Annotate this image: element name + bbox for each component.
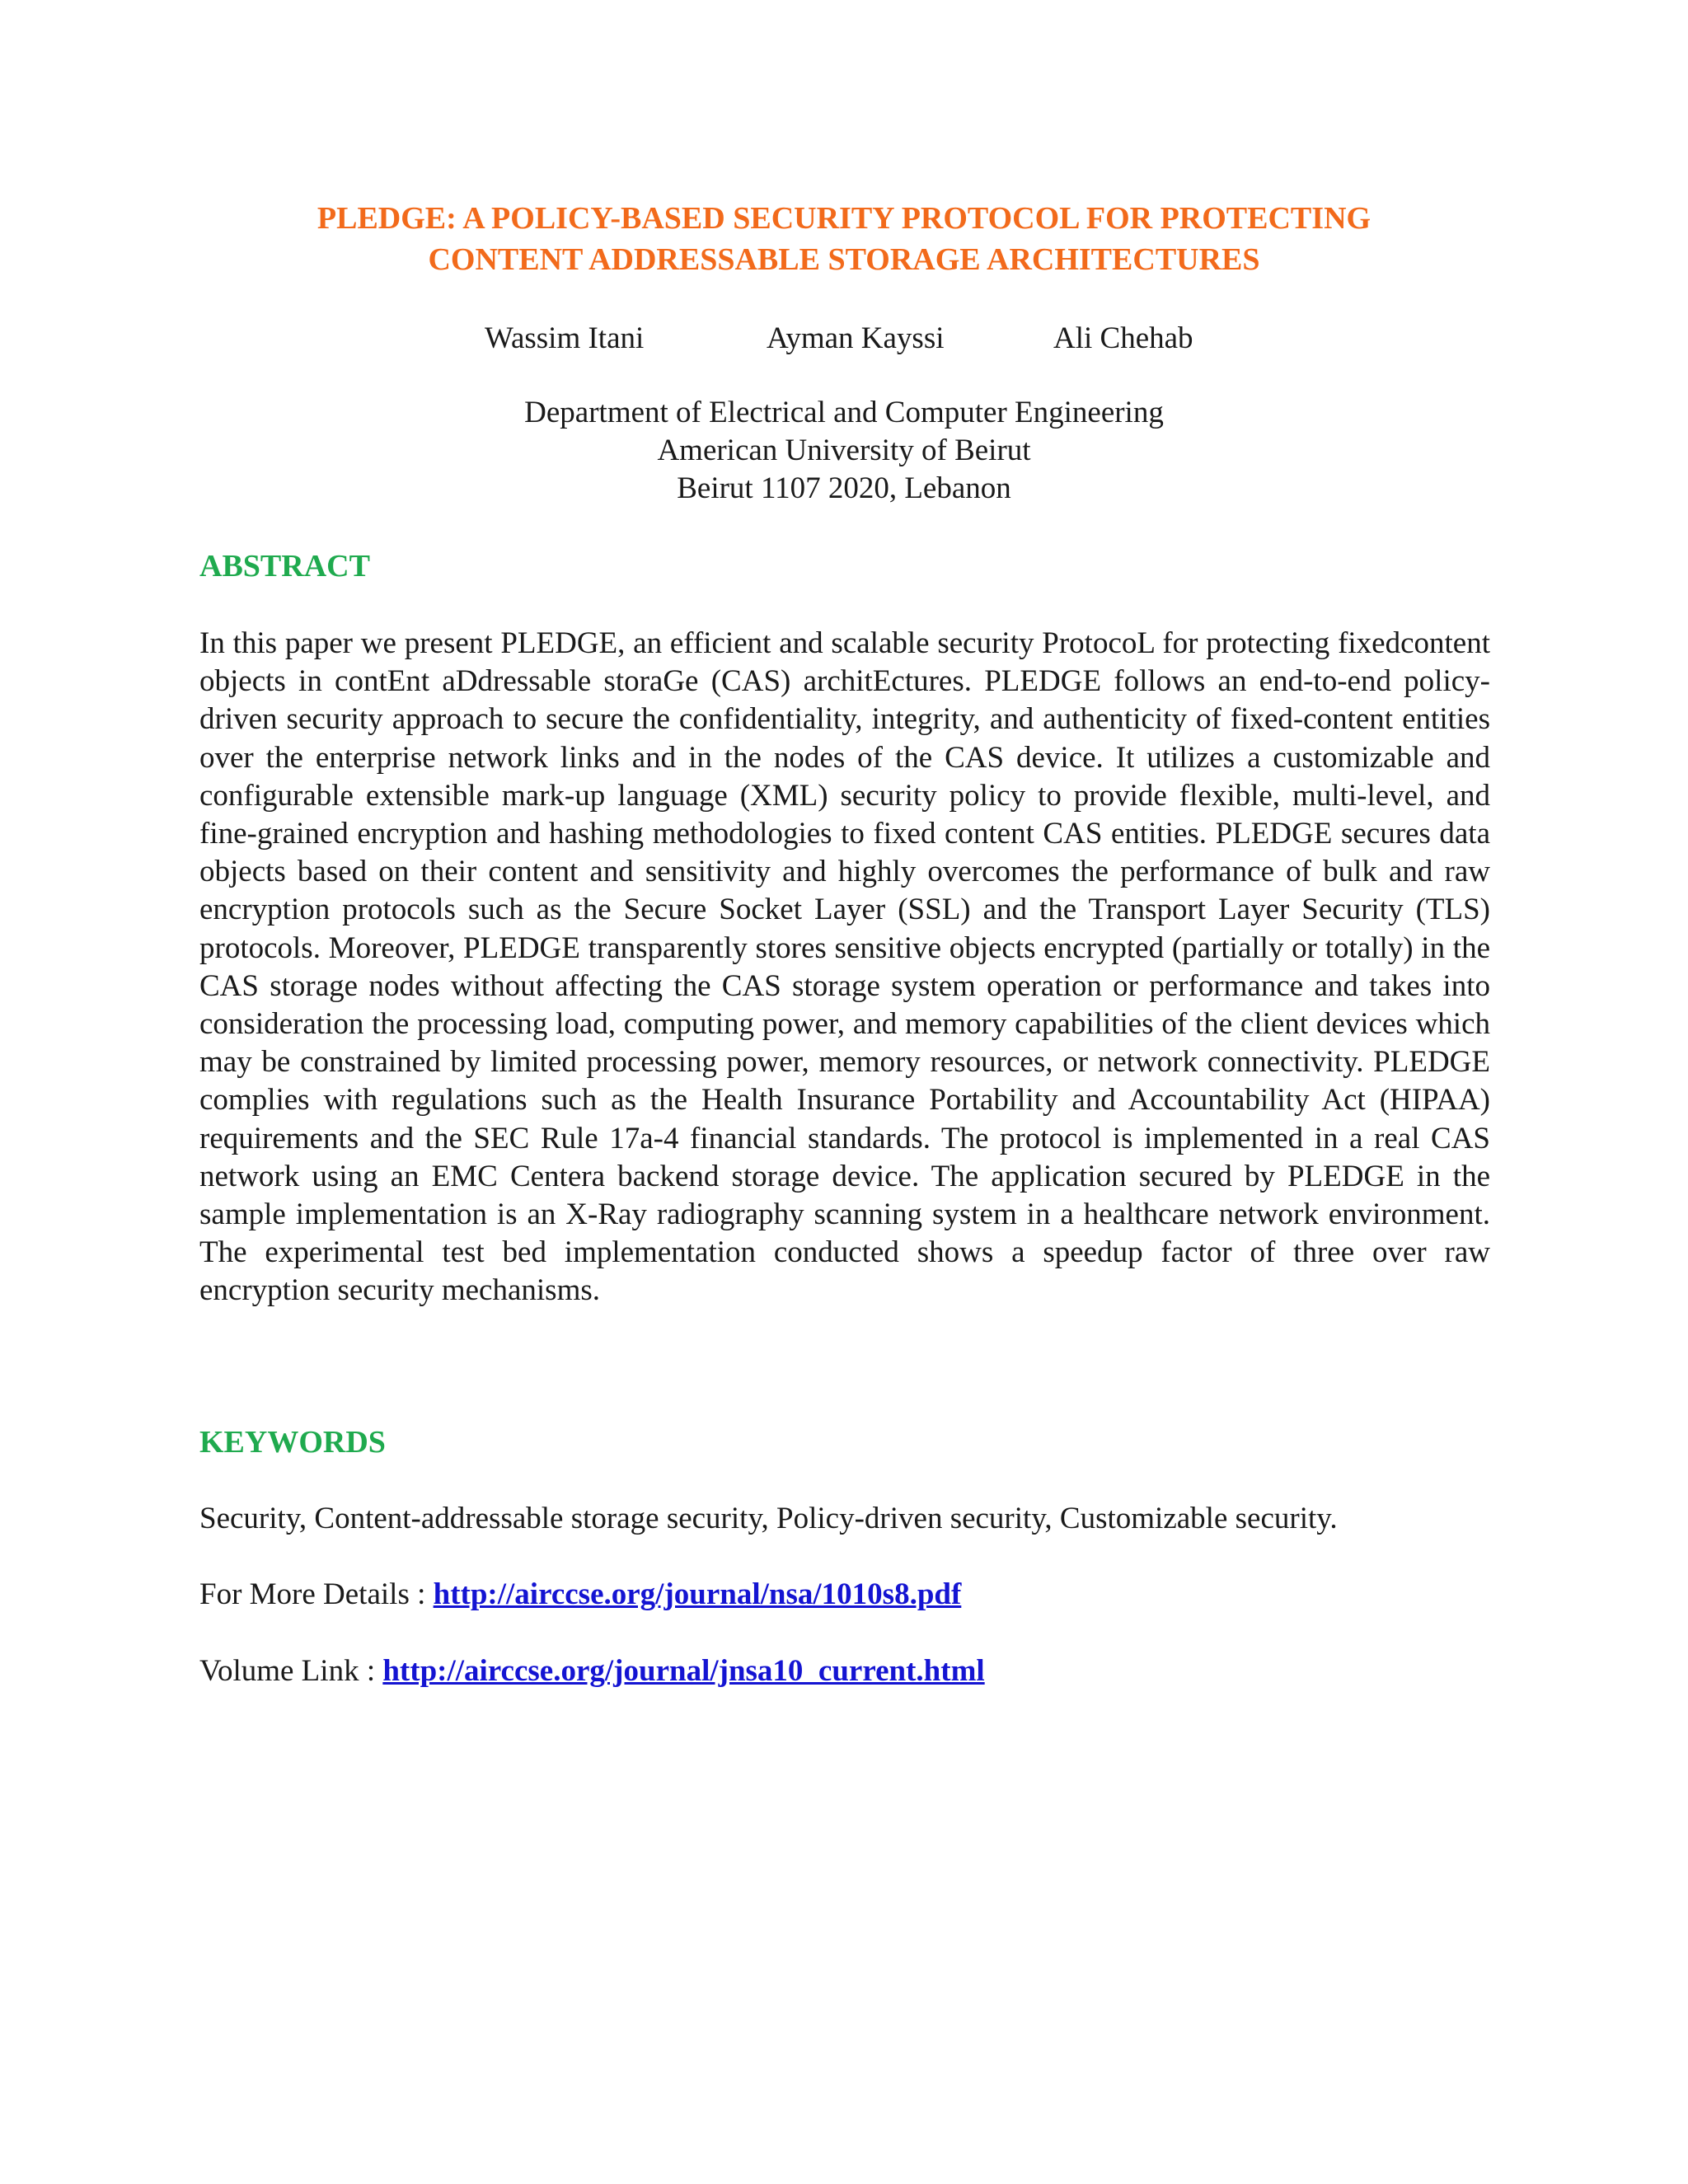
paper-title xyxy=(0,198,1688,280)
affiliation-block xyxy=(0,394,1688,508)
affiliation-university: American University of Beirut xyxy=(657,434,1031,467)
keywords-text: Security, Content-addressable storage security, Policy-driven security, Customizable security. xyxy=(199,1502,1338,1535)
title-line-1: PLEDGE: A POLICY-BASED SECURITY PROTOCOL FOR PROTECTING xyxy=(316,201,1372,236)
volume-link[interactable]: http://airccse.org/journal/jnsa10_current.html xyxy=(382,1654,985,1688)
title-line-2: CONTENT ADDRESSABLE STORAGE ARCHITECTURES xyxy=(428,242,1260,277)
author-name: Ali Chehab xyxy=(1053,321,1193,355)
volume-label: Volume Link : xyxy=(199,1654,383,1688)
abstract-heading: ABSTRACT xyxy=(199,549,370,583)
details-line xyxy=(199,1574,1490,1615)
author-list xyxy=(0,318,1688,359)
abstract-text: In this paper we present PLEDGE, an efficient and scalable security ProtocoL for protecting fixedcontent objects in contEnt aDdressable storaGe (CAS) architEctures. PLEDGE follows an end-to-end policy-driven security approach to secure the confidentiality, integrity, and authenticity of fixed-content entities over the enterprise network links and in the nodes of the CAS device. It utilizes a customizable and configurable extensible mark-up language (XML) security policy to provide flexible, multi-level, and fine-grained encryption and hashing methodologies to fixed content CAS entities. PLEDGE secures data objects based on their content and sensitivity and highly overcomes the performance of bulk and raw encryption protocols such as the Secure Socket Layer (SSL) and the Transport Layer Security (TLS) protocols. Moreover, PLEDGE transparently stores sensitive objects encrypted (partially or totally) in the CAS storage nodes without affecting the CAS storage system operation or performance and takes into consideration the processing load, computing power, and memory capabilities of the client devices which may be constrained by limited processing power, memory resources, or network connectivity. PLEDGE complies with regulations such as the Health Insurance Portability and Accountability Act (HIPAA) requirements and the SEC Rule 17a-4 financial standards. The protocol is implemented in a real CAS network using an EMC Centera backend storage device. The application secured by PLEDGE in the sample implementation is an X-Ray radiography scanning system in a healthcare network environment. The experimental test bed implementation conducted shows a speedup factor of three over raw encryption security mechanisms. xyxy=(199,626,1490,1308)
author-name: Wassim Itani xyxy=(485,321,645,355)
author-name: Ayman Kayssi xyxy=(767,321,945,355)
details-link[interactable]: http://airccse.org/journal/nsa/1010s8.pdf xyxy=(433,1577,962,1611)
keywords-heading: KEYWORDS xyxy=(199,1425,386,1460)
details-label: For More Details : xyxy=(199,1577,434,1611)
affiliation-address: Beirut 1107 2020, Lebanon xyxy=(677,471,1011,505)
volume-line xyxy=(199,1651,1490,1692)
affiliation-department: Department of Electrical and Computer Engineering xyxy=(524,396,1164,429)
